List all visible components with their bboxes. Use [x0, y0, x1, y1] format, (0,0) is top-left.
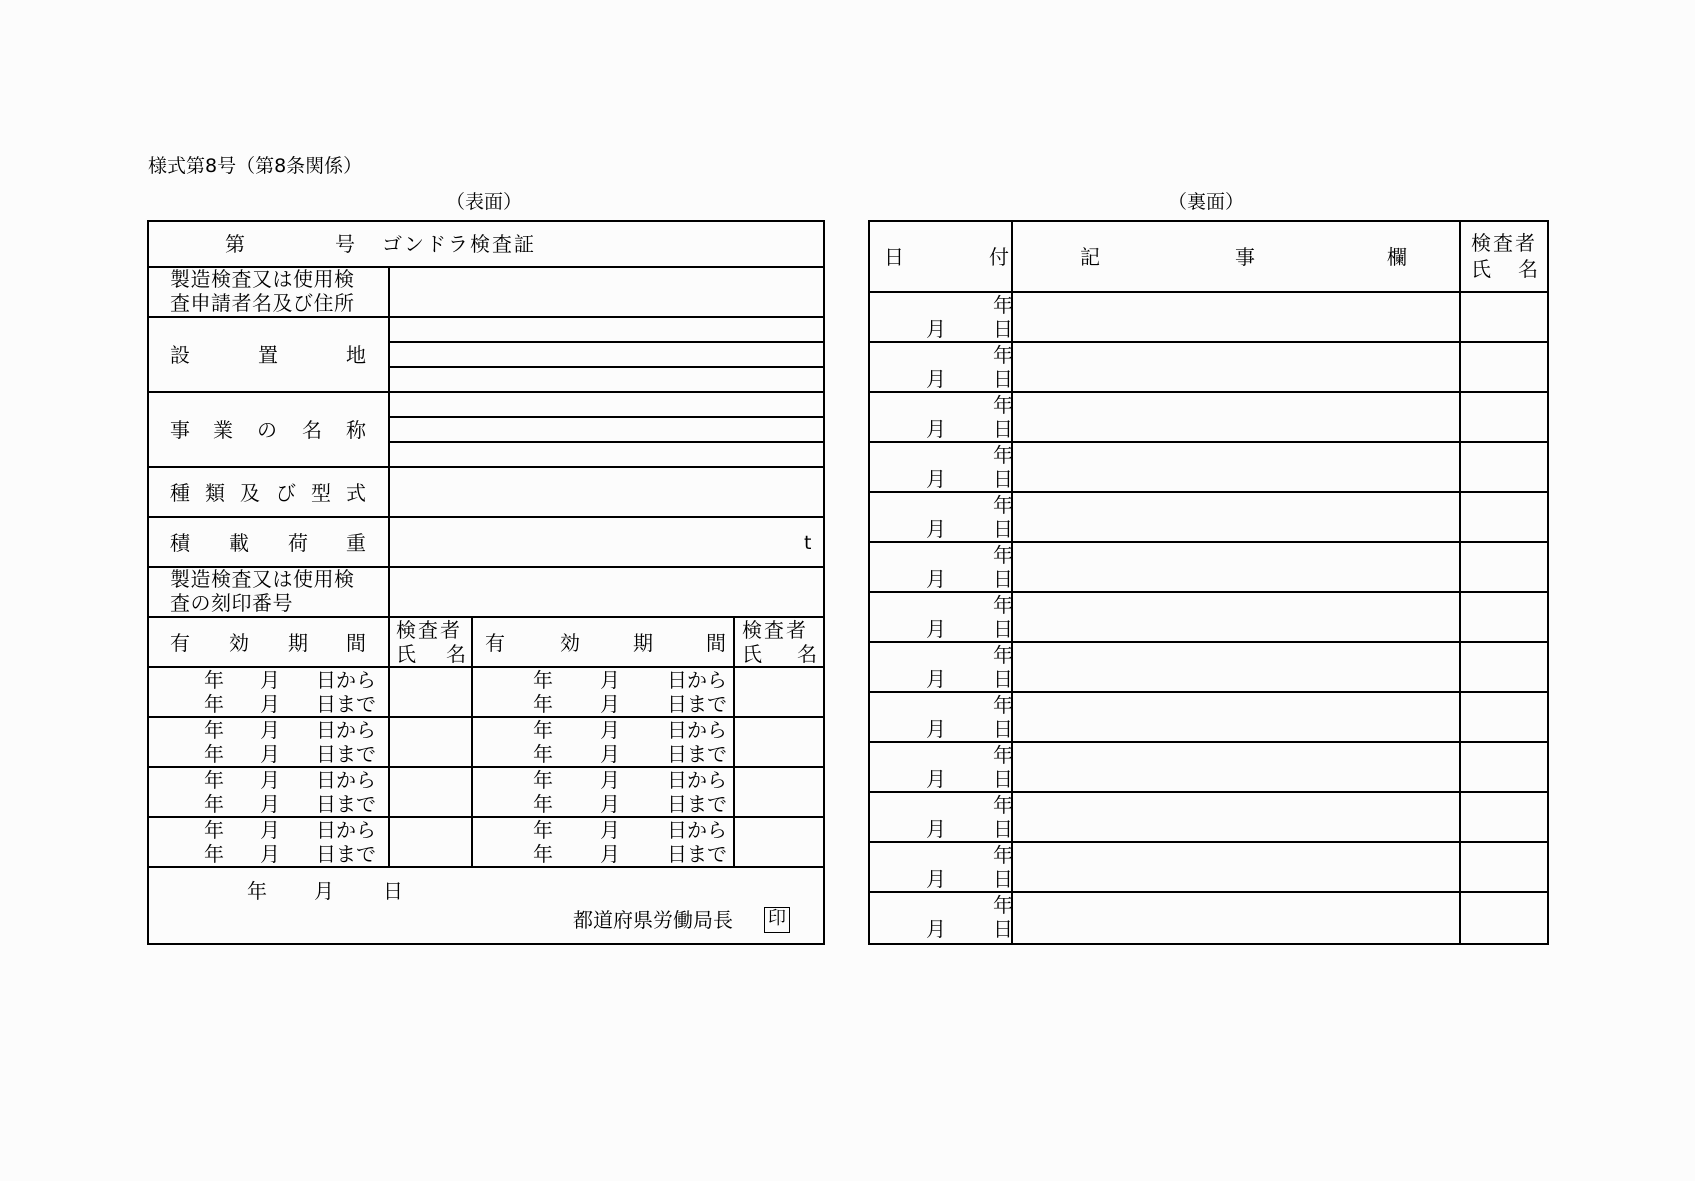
seal-stamp-icon: 印 [764, 907, 790, 933]
validity-header-char: 期 [633, 631, 653, 655]
from-label: 日から [316, 768, 376, 792]
day-label: 日 [993, 617, 1013, 641]
month-label: 月 [926, 717, 946, 741]
load-unit: t [804, 532, 812, 554]
location-field-line1[interactable] [391, 318, 823, 341]
until-label: 日まで [316, 842, 376, 866]
day-label: 日 [993, 817, 1013, 841]
day-label: 日 [993, 717, 1013, 741]
year-label: 年 [204, 668, 224, 692]
inspector-name-field[interactable] [1461, 493, 1547, 541]
year-label: 年 [204, 768, 224, 792]
front-side-label: （表面） [446, 191, 523, 213]
year-label: 年 [533, 668, 553, 692]
location-label-char: 地 [346, 343, 366, 367]
inspector-header-line2-left: 氏 [1471, 257, 1491, 281]
inspector-name-field[interactable] [1461, 293, 1547, 341]
month-label: 月 [926, 367, 946, 391]
column-divider [471, 616, 473, 866]
year-label: 年 [993, 743, 1013, 767]
certificate-title: ゴンドラ検査証 [382, 232, 536, 256]
inspector-header-line2-right: 名 [797, 642, 817, 666]
validity-header-char: 効 [560, 631, 580, 655]
month-label: 月 [926, 667, 946, 691]
month-label: 月 [260, 768, 280, 792]
month-label: 月 [600, 842, 620, 866]
validity-header-char: 間 [346, 631, 366, 655]
month-label: 月 [926, 867, 946, 891]
month-label: 月 [926, 467, 946, 491]
applicant-name-address-field[interactable] [391, 268, 823, 316]
validity-header-char: 効 [229, 631, 249, 655]
issue-year-label: 年 [247, 879, 267, 903]
divider [147, 866, 825, 868]
divider [147, 616, 825, 618]
month-label: 月 [260, 742, 280, 766]
record-entry-field[interactable] [1013, 593, 1459, 641]
from-label: 日から [667, 718, 727, 742]
stamp-number-label-line1: 製造検査又は使用検 [170, 567, 355, 591]
year-label: 年 [993, 343, 1013, 367]
month-label: 月 [260, 792, 280, 816]
record-entry-field[interactable] [1013, 393, 1459, 441]
inspector-header-line1: 検査者 [1471, 231, 1537, 255]
date-header-left: 日 [884, 245, 904, 269]
business-label-char: 称 [346, 418, 366, 442]
month-label: 月 [600, 768, 620, 792]
load-label-char: 荷 [288, 531, 308, 555]
year-label: 年 [533, 692, 553, 716]
year-label: 年 [993, 393, 1013, 417]
from-label: 日から [667, 668, 727, 692]
inspector-header-line2-right: 名 [446, 642, 466, 666]
day-label: 日 [993, 867, 1013, 891]
location-field-line3[interactable] [391, 368, 823, 391]
location-label-char: 設 [170, 343, 190, 367]
certificate-number-prefix: 第 [225, 232, 245, 256]
record-entry-field[interactable] [1013, 343, 1459, 391]
type-label-char: び [276, 481, 296, 505]
record-entry-field[interactable] [1013, 643, 1459, 691]
type-label-char: 型 [311, 481, 331, 505]
day-label: 日 [993, 667, 1013, 691]
location-label-char: 置 [258, 343, 278, 367]
record-entry-field[interactable] [1013, 893, 1459, 941]
month-label: 月 [600, 818, 620, 842]
inspector-name-field[interactable] [1461, 593, 1547, 641]
stamp-number-field[interactable] [391, 568, 823, 616]
from-label: 日から [316, 668, 376, 692]
inspector-name-field[interactable] [1461, 643, 1547, 691]
month-label: 月 [926, 917, 946, 941]
month-label: 月 [926, 567, 946, 591]
inspector-name-field[interactable] [390, 768, 471, 816]
inspector-header-line1: 検査者 [742, 618, 808, 642]
issuer-title: 都道府県労働局長 [573, 908, 733, 932]
day-label: 日 [993, 917, 1013, 941]
issue-day-label: 日 [383, 879, 403, 903]
business-label-char: の [257, 418, 277, 442]
inspector-header-line2-left: 氏 [742, 642, 762, 666]
year-label: 年 [533, 842, 553, 866]
inspector-header-line1: 検査者 [396, 618, 462, 642]
issue-month-label: 月 [314, 879, 334, 903]
record-entry-field[interactable] [1013, 793, 1459, 841]
business-name-field-line2[interactable] [391, 418, 823, 441]
applicant-label-line1: 製造検査又は使用検 [170, 267, 355, 291]
article-header-char: 欄 [1387, 245, 1407, 269]
year-label: 年 [993, 543, 1013, 567]
record-entry-field[interactable] [1013, 693, 1459, 741]
day-label: 日 [993, 417, 1013, 441]
month-label: 月 [600, 668, 620, 692]
record-entry-field[interactable] [1013, 543, 1459, 591]
day-label: 日 [993, 767, 1013, 791]
type-label-char: 種 [170, 481, 190, 505]
inspector-name-field[interactable] [735, 668, 823, 716]
month-label: 月 [600, 718, 620, 742]
inspector-name-field[interactable] [1461, 443, 1547, 491]
record-entry-field[interactable] [1013, 293, 1459, 341]
month-label: 月 [926, 817, 946, 841]
inspector-header-line2-left: 氏 [396, 642, 416, 666]
inspector-name-field[interactable] [390, 668, 471, 716]
month-label: 月 [926, 767, 946, 791]
type-model-field[interactable] [391, 468, 823, 516]
type-label-char: 及 [240, 481, 260, 505]
inspector-name-field[interactable] [1461, 693, 1547, 741]
until-label: 日まで [667, 692, 727, 716]
business-name-field-line3[interactable] [391, 443, 823, 466]
year-label: 年 [993, 593, 1013, 617]
business-label-char: 名 [302, 418, 322, 442]
location-field-line2[interactable] [391, 343, 823, 366]
year-label: 年 [993, 643, 1013, 667]
stamp-number-label-line2: 査の刻印番号 [170, 591, 293, 615]
certificate-number-field[interactable] [250, 226, 332, 262]
until-label: 日まで [316, 792, 376, 816]
inspector-name-field[interactable] [1461, 893, 1547, 941]
type-label-char: 式 [346, 481, 366, 505]
record-entry-field[interactable] [1013, 493, 1459, 541]
until-label: 日まで [316, 692, 376, 716]
inspector-name-field[interactable] [1461, 843, 1547, 891]
inspector-name-field[interactable] [735, 818, 823, 866]
article-header-char: 記 [1080, 245, 1100, 269]
month-label: 月 [926, 617, 946, 641]
year-label: 年 [993, 893, 1013, 917]
load-label-char: 載 [229, 531, 249, 555]
inspector-header-line2-right: 名 [1518, 257, 1538, 281]
year-label: 年 [533, 742, 553, 766]
date-header-right: 付 [989, 245, 1009, 269]
validity-header-char: 有 [170, 631, 190, 655]
record-entry-field[interactable] [1013, 743, 1459, 791]
issue-date-field[interactable] [160, 874, 410, 906]
until-label: 日まで [667, 842, 727, 866]
from-label: 日から [316, 718, 376, 742]
day-label: 日 [993, 317, 1013, 341]
load-label-char: 積 [170, 531, 190, 555]
business-label-char: 事 [170, 418, 190, 442]
inspector-name-field[interactable] [735, 718, 823, 766]
inspector-name-field[interactable] [735, 768, 823, 816]
year-label: 年 [993, 493, 1013, 517]
from-label: 日から [667, 818, 727, 842]
from-label: 日から [316, 818, 376, 842]
year-label: 年 [204, 842, 224, 866]
validity-header-char: 有 [485, 631, 505, 655]
day-label: 日 [993, 517, 1013, 541]
year-label: 年 [993, 443, 1013, 467]
month-label: 月 [260, 668, 280, 692]
year-label: 年 [204, 742, 224, 766]
load-capacity-field[interactable] [391, 518, 791, 566]
applicant-label-line2: 査申請者名及び住所 [170, 291, 355, 315]
inspector-name-field[interactable] [1461, 543, 1547, 591]
month-label: 月 [260, 818, 280, 842]
article-header-char: 事 [1235, 245, 1255, 269]
until-label: 日まで [667, 742, 727, 766]
month-label: 月 [260, 718, 280, 742]
month-label: 月 [600, 692, 620, 716]
year-label: 年 [533, 768, 553, 792]
record-entry-field[interactable] [1013, 443, 1459, 491]
validity-header-char: 期 [288, 631, 308, 655]
inspector-name-field[interactable] [1461, 793, 1547, 841]
inspector-name-field[interactable] [1461, 343, 1547, 391]
month-label: 月 [260, 692, 280, 716]
inspector-name-field[interactable] [390, 718, 471, 766]
month-label: 月 [600, 792, 620, 816]
month-label: 月 [926, 317, 946, 341]
year-label: 年 [993, 693, 1013, 717]
business-label-char: 業 [213, 418, 233, 442]
back-side-label: （裏面） [1168, 191, 1245, 213]
form-number: 様式第8号（第8条関係） [148, 155, 363, 177]
month-label: 月 [926, 517, 946, 541]
year-label: 年 [204, 792, 224, 816]
day-label: 日 [993, 367, 1013, 391]
year-label: 年 [993, 793, 1013, 817]
day-label: 日 [993, 467, 1013, 491]
year-label: 年 [204, 818, 224, 842]
certificate-number-suffix: 号 [335, 232, 355, 256]
type-label-char: 類 [205, 481, 225, 505]
year-label: 年 [993, 293, 1013, 317]
month-label: 月 [260, 842, 280, 866]
validity-header-char: 間 [706, 631, 726, 655]
inspector-name-field[interactable] [1461, 393, 1547, 441]
month-label: 月 [926, 417, 946, 441]
year-label: 年 [993, 843, 1013, 867]
year-label: 年 [204, 692, 224, 716]
month-label: 月 [600, 742, 620, 766]
record-entry-field[interactable] [1013, 843, 1459, 891]
until-label: 日まで [667, 792, 727, 816]
inspector-name-field[interactable] [390, 818, 471, 866]
year-label: 年 [533, 718, 553, 742]
year-label: 年 [533, 818, 553, 842]
day-label: 日 [993, 567, 1013, 591]
load-label-char: 重 [346, 531, 366, 555]
until-label: 日まで [316, 742, 376, 766]
year-label: 年 [533, 792, 553, 816]
inspector-name-field[interactable] [1461, 743, 1547, 791]
year-label: 年 [204, 718, 224, 742]
business-name-field-line1[interactable] [391, 393, 823, 416]
from-label: 日から [667, 768, 727, 792]
